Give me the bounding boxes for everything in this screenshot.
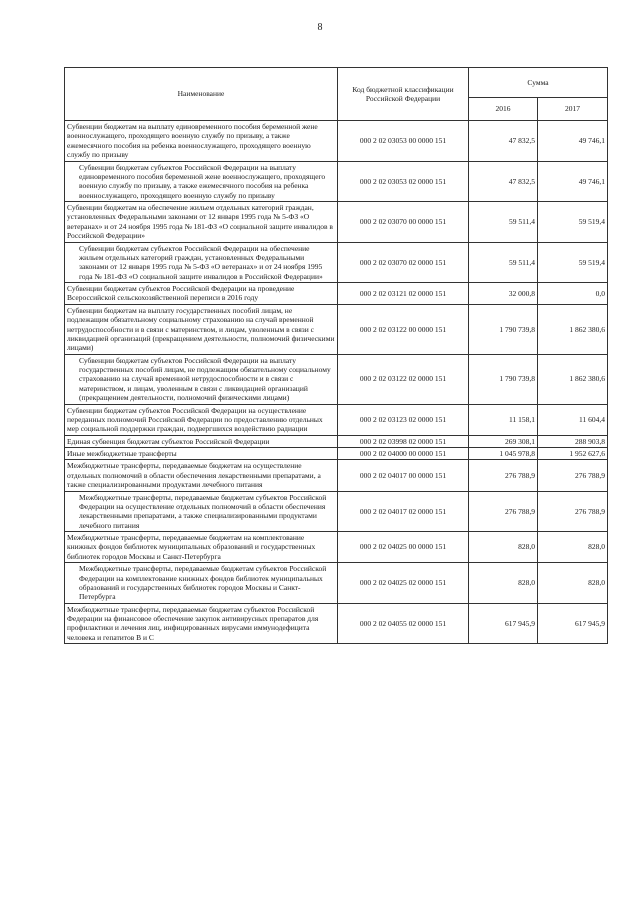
table-row (65, 435, 608, 447)
table-row (65, 242, 608, 283)
table-row (65, 563, 608, 604)
header-year-2016: 2016 (469, 98, 538, 121)
table-row (65, 304, 608, 354)
row-code: 000 2 02 04017 00 0000 151 (338, 460, 469, 491)
row-name: Межбюджетные трансферты, передаваемые бюджетам субъектов Российской Федерации на осуществление отдельных полномочий в области обеспечения лекарственными препаратами, а также специализированными продуктами лечебного питания (65, 491, 338, 532)
row-value-2017: 1 862 380,6 (538, 304, 608, 354)
row-name: Межбюджетные трансферты, передаваемые бюджетам субъектов Российской Федерации на финансовое обеспечение закупок антивирусных препаратов для профилактики и лечения лиц, инфицированных вирусами иммунодефицита человека и гепатитов В и С (65, 603, 338, 644)
row-code: 000 2 02 03070 02 0000 151 (338, 242, 469, 283)
row-value-2016: 59 511,4 (469, 242, 538, 283)
row-code: 000 2 02 03121 02 0000 151 (338, 283, 469, 305)
row-name: Субвенции бюджетам субъектов Российской Федерации на проведение Всероссийской сельскохозяйственной переписи в 2016 году (65, 283, 338, 305)
table-row (65, 121, 608, 162)
row-value-2016: 1 790 739,8 (469, 304, 538, 354)
row-name: Межбюджетные трансферты, передаваемые бюджетам субъектов Российской Федерации на комплектование книжных фондов библиотек муниципальных образований и государственных библиотек городов Москвы и Санкт-Петербурга (65, 563, 338, 604)
header-code: Код бюджетной классификации Российской Федерации (338, 68, 469, 121)
table-row (65, 202, 608, 243)
row-code: 000 2 02 04055 02 0000 151 (338, 603, 469, 644)
row-value-2017: 828,0 (538, 563, 608, 604)
row-name: Межбюджетные трансферты, передаваемые бюджетам на осуществление отдельных полномочий в области обеспечения лекарственными препаратами, а также специализированными продуктами лечебного питания (65, 460, 338, 491)
table-row (65, 448, 608, 460)
row-value-2016: 47 832,5 (469, 161, 538, 202)
row-code: 000 2 02 03122 00 0000 151 (338, 304, 469, 354)
row-value-2017: 828,0 (538, 532, 608, 563)
row-code: 000 2 02 04000 00 0000 151 (338, 448, 469, 460)
row-code: 000 2 02 03053 02 0000 151 (338, 161, 469, 202)
row-value-2016: 828,0 (469, 532, 538, 563)
row-value-2016: 828,0 (469, 563, 538, 604)
table-row (65, 603, 608, 644)
header-name: Наименование (65, 68, 338, 121)
table-row (65, 354, 608, 404)
row-value-2016: 269 308,1 (469, 435, 538, 447)
row-value-2016: 59 511,4 (469, 202, 538, 243)
row-name: Иные межбюджетные трансферты (65, 448, 338, 460)
row-name: Субвенции бюджетам субъектов Российской Федерации на выплату единовременного пособия беременной жене военнослужащего, проходящего военную службу по призыву, а также ежемесячного пособия на ребенка военнослужащего, проходящего военную службу по призыву (65, 161, 338, 202)
row-value-2017: 1 862 380,6 (538, 354, 608, 404)
row-value-2016: 276 788,9 (469, 460, 538, 491)
table-row (65, 460, 608, 491)
row-name: Единая субвенция бюджетам субъектов Российской Федерации (65, 435, 338, 447)
row-value-2017: 617 945,9 (538, 603, 608, 644)
row-value-2017: 1 952 627,6 (538, 448, 608, 460)
row-code: 000 2 02 03070 00 0000 151 (338, 202, 469, 243)
row-code: 000 2 02 03122 02 0000 151 (338, 354, 469, 404)
row-value-2017: 59 519,4 (538, 242, 608, 283)
row-value-2016: 32 000,8 (469, 283, 538, 305)
page-number: 8 (317, 22, 323, 33)
table-row (65, 532, 608, 563)
row-value-2017: 288 903,8 (538, 435, 608, 447)
row-value-2016: 11 158,1 (469, 404, 538, 435)
header-year-2017: 2017 (538, 98, 608, 121)
row-code: 000 2 02 03053 00 0000 151 (338, 121, 469, 162)
row-value-2017: 11 604,4 (538, 404, 608, 435)
row-code: 000 2 02 04025 02 0000 151 (338, 563, 469, 604)
table-row (65, 404, 608, 435)
row-value-2017: 276 788,9 (538, 491, 608, 532)
row-value-2017: 276 788,9 (538, 460, 608, 491)
row-name: Субвенции бюджетам субъектов Российской Федерации на выплату государственных пособий лицам, не подлежащим обязательному социальному страхованию на случай временной нетрудоспособности и в связи с материнством, и лицам, уволенным в связи с ликвидацией организаций (прекращением деятельности, полномочий физическими лицами) (65, 354, 338, 404)
table-row (65, 161, 608, 202)
row-code: 000 2 02 04025 00 0000 151 (338, 532, 469, 563)
row-value-2017: 49 746,1 (538, 161, 608, 202)
row-value-2016: 47 832,5 (469, 121, 538, 162)
row-name: Субвенции бюджетам на обеспечение жильем отдельных категорий граждан, установленных Федеральными законами от 12 января 1995 года № 5-ФЗ «О ветеранах» и от 24 ноября 1995 года № 181-ФЗ «О социальной защите инвалидов в Российской Федерации» (65, 202, 338, 243)
row-value-2016: 1 790 739,8 (469, 354, 538, 404)
row-name: Субвенции бюджетам субъектов Российской Федерации на обеспечение жильем отдельных категорий граждан, установленных Федеральными законами от 12 января 1995 года № 5-ФЗ «О ветеранах» и от 24 ноября 1995 года № 181-ФЗ «О социальной защите инвалидов в Российской Федерации» (65, 242, 338, 283)
row-name: Субвенции бюджетам субъектов Российской Федерации на осуществление переданных полномочий Российской Федерации по предоставлению отдельных мер социальной поддержки граждан, подвергшихся воздействию радиации (65, 404, 338, 435)
table-row (65, 491, 608, 532)
row-value-2016: 1 045 978,8 (469, 448, 538, 460)
row-value-2017: 0,0 (538, 283, 608, 305)
budget-table (64, 67, 608, 644)
row-code: 000 2 02 03998 02 0000 151 (338, 435, 469, 447)
row-code: 000 2 02 03123 02 0000 151 (338, 404, 469, 435)
row-name: Субвенции бюджетам на выплату государственных пособий лицам, не подлежащим обязательному социальному страхованию на случай временной нетрудоспособности и в связи с материнством, и лицам, уволенным в связи с ликвидацией организаций (прекращением деятельности, полномочий физическими лицами) (65, 304, 338, 354)
header-sum: Сумма (469, 68, 608, 98)
table-body (65, 121, 608, 644)
table-row (65, 283, 608, 305)
row-code: 000 2 02 04017 02 0000 151 (338, 491, 469, 532)
row-value-2016: 617 945,9 (469, 603, 538, 644)
row-name: Межбюджетные трансферты, передаваемые бюджетам на комплектование книжных фондов библиотек муниципальных образований и государственных библиотек городов Москвы и Санкт-Петербурга (65, 532, 338, 563)
row-value-2017: 59 519,4 (538, 202, 608, 243)
row-value-2016: 276 788,9 (469, 491, 538, 532)
row-value-2017: 49 746,1 (538, 121, 608, 162)
row-name: Субвенции бюджетам на выплату единовременного пособия беременной жене военнослужащего, проходящего военную службу по призыву, а также ежемесячного пособия на ребенка военнослужащего, проходящего военную службу по призыву (65, 121, 338, 162)
